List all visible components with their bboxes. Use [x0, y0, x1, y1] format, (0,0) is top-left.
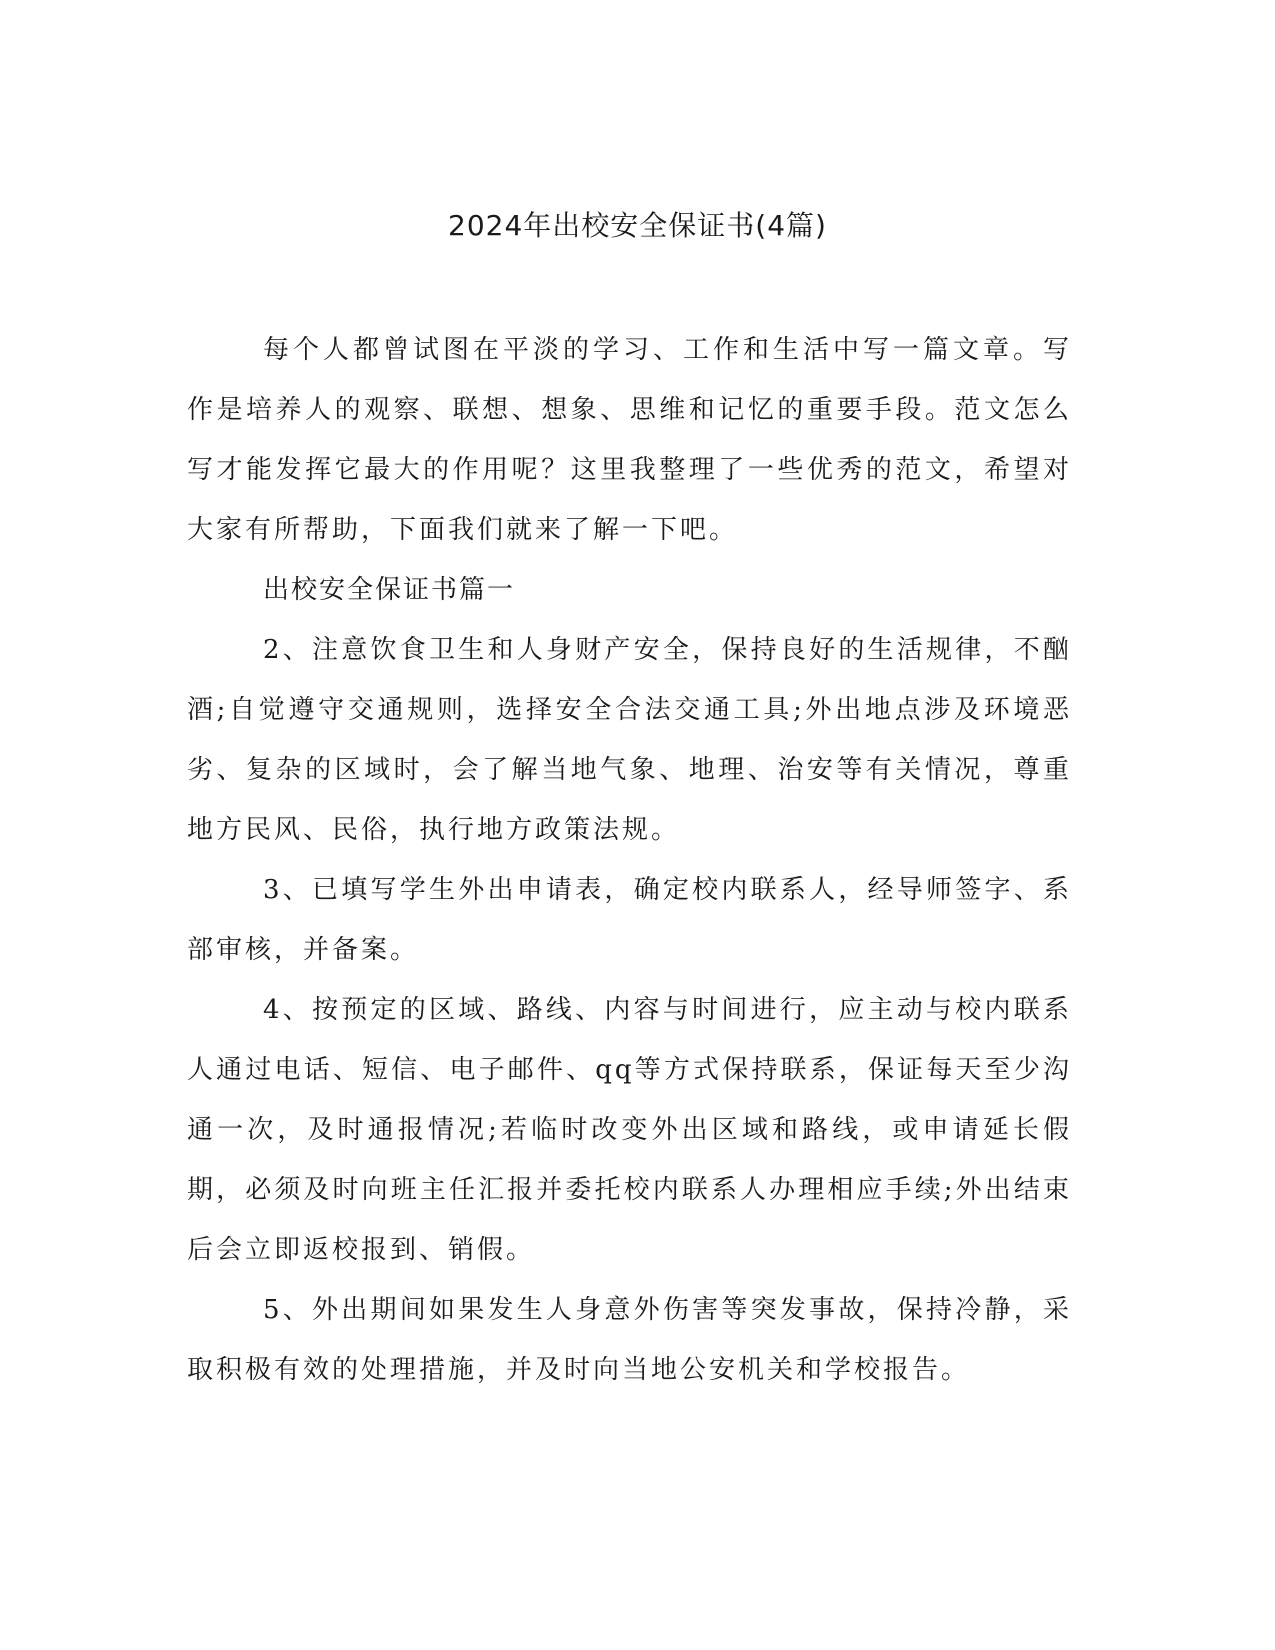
- clause-paragraph: 3、已填写学生外出申请表，确定校内联系人，经导师签字、系部审核，并备案。: [187, 875, 1072, 965]
- document-body: [187, 320, 1072, 1400]
- clause-paragraph: 2、注意饮食卫生和人身财产安全，保持良好的生活规律，不酗酒;自觉遵守交通规则，选择安全合法交通工具;外出地点涉及环境恶劣、复杂的区域时，会了解当地气象、地理、治安等有关情况，尊重地方民风、民俗，执行地方政策法规。: [187, 635, 1072, 845]
- document-title: 2024年出校安全保证书(4篇): [448, 209, 827, 242]
- clause-paragraph: 5、外出期间如果发生人身意外伤害等突发事故，保持冷静，采取积极有效的处理措施，并及时向当地公安机关和学校报告。: [187, 1295, 1072, 1385]
- section-heading: 出校安全保证书篇一: [263, 575, 516, 605]
- clause-paragraph: 4、按预定的区域、路线、内容与时间进行，应主动与校内联系人通过电话、短信、电子邮件、qq等方式保持联系，保证每天至少沟通一次，及时通报情况;若临时改变外出区域和路线，或申请延长假期，必须及时向班主任汇报并委托校内联系人办理相应手续;外出结束后会立即返校报到、销假。: [187, 995, 1072, 1265]
- intro-paragraph: 每个人都曾试图在平淡的学习、工作和生活中写一篇文章。写作是培养人的观察、联想、想象、思维和记忆的重要手段。范文怎么写才能发挥它最大的作用呢？这里我整理了一些优秀的范文，希望对大家有所帮助，下面我们就来了解一下吧。: [187, 335, 1072, 545]
